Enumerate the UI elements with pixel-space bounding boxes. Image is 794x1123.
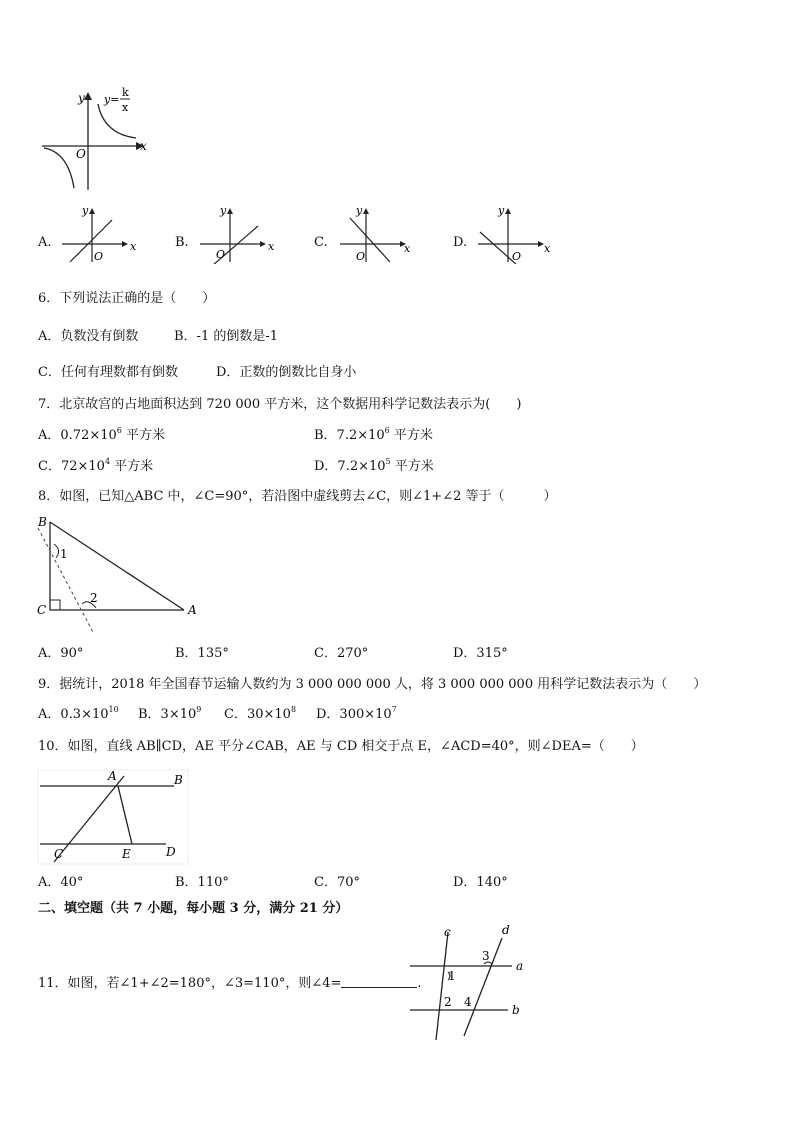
svg-text:b: b (512, 1003, 520, 1017)
svg-text:C: C (37, 603, 47, 617)
svg-text:4: 4 (464, 995, 472, 1009)
svg-text:O: O (356, 250, 366, 263)
q5-option-b-graph (198, 204, 278, 264)
q9-stem: 9．据统计，2018 年全国春节运输人数约为 3 000 000 000 人，将 3 000 000 000 用科学记数法表示为（ ） (38, 677, 707, 692)
svg-text:O: O (216, 248, 226, 261)
svg-text:E: E (122, 847, 131, 861)
formula-lhs: y= (104, 93, 120, 106)
svg-text:3: 3 (482, 949, 490, 963)
q9-option-a: A．$0.3\times 10^{10}$ (38, 705, 119, 722)
svg-text:1: 1 (60, 547, 68, 561)
svg-text:A: A (188, 603, 197, 617)
y-axis-label: y (78, 91, 85, 105)
q9-option-c: C．$30\times 10^8$ (224, 705, 297, 722)
q5-option-b-letter: B. (175, 235, 189, 250)
q6-stem: 6．下列说法正确的是（ ） (38, 291, 216, 306)
svg-text:2: 2 (444, 995, 452, 1009)
svg-text:x: x (130, 240, 137, 253)
svg-text:O: O (512, 250, 522, 263)
svg-text:y: y (498, 204, 505, 217)
q5-option-a-graph (60, 204, 140, 264)
svg-text:d: d (502, 923, 510, 937)
q7-stem: 7．北京故宫的占地面积达到 720 000 平方米，这个数据用科学记数法表示为( ) (38, 397, 522, 412)
q5-option-d-graph (476, 204, 556, 264)
q6-option-b: B．-1 的倒数是-1 (174, 329, 279, 344)
q8-stem: 8．如图，已知△ABC 中，∠C=90°，若沿图中虚线剪去∠C，则∠1+∠2 等于（ ） (38, 489, 557, 504)
svg-text:y: y (220, 204, 227, 217)
svg-text:y: y (82, 204, 89, 217)
formula-numerator: k (122, 86, 129, 99)
svg-text:c: c (444, 925, 451, 939)
svg-text:A: A (108, 769, 117, 783)
q10-option-a: A．40° (38, 875, 84, 890)
q10-option-b: B．110° (175, 875, 229, 890)
svg-text:y: y (356, 204, 363, 217)
origin-label: O (76, 147, 86, 161)
q9-option-d: D．$300\times 10^7$ (316, 705, 397, 722)
q8-option-a: A．90° (38, 646, 84, 661)
q10-option-d: D．140° (453, 875, 508, 890)
q6-option-d: D．正数的倒数比自身小 (216, 365, 357, 380)
q7-option-c: C．$72\times 10^4$ 平方米 (38, 457, 154, 474)
svg-text:1: 1 (448, 969, 456, 983)
svg-text:x: x (544, 242, 551, 255)
svg-text:a: a (516, 959, 524, 973)
q5-option-a-letter: A. (38, 235, 52, 250)
svg-text:2: 2 (90, 591, 98, 605)
q11-stem: 11．如图，若∠1+∠2=180°，∠3=110°，则∠4= . (38, 976, 422, 991)
q6-option-a: A．负数没有倒数 (38, 329, 139, 344)
q10-parallel-lines-figure (36, 764, 192, 868)
svg-text:B: B (174, 773, 183, 787)
x-axis-label: x (140, 139, 147, 153)
q11-lines-figure (404, 920, 532, 1044)
svg-text:D: D (166, 845, 176, 859)
svg-text:x: x (268, 240, 275, 253)
svg-text:x: x (404, 242, 411, 255)
q8-option-b: B．135° (175, 646, 229, 661)
q5-option-d-letter: D. (453, 235, 468, 250)
q10-stem: 10．如图，直线 AB∥CD，AE 平分∠CAB，AE 与 CD 相交于点 E，∠ACD=40°，则∠DEA=（ ） (38, 739, 644, 754)
svg-text:B: B (38, 515, 47, 529)
q6-option-c: C．任何有理数都有倒数 (38, 365, 178, 380)
svg-text:C: C (54, 847, 64, 861)
q7-option-a: A．$0.72\times 10^6$ 平方米 (38, 426, 166, 443)
q5-option-c-letter: C. (314, 235, 328, 250)
q8-option-c: C．270° (314, 646, 369, 661)
q5-hyperbola-graph (38, 86, 150, 194)
q8-option-d: D．315° (453, 646, 508, 661)
formula-denominator: x (122, 101, 129, 114)
svg-text:O: O (94, 250, 104, 263)
q9-option-b: B．$3\times 10^9$ (138, 705, 202, 722)
q10-option-c: C．70° (314, 875, 360, 890)
q8-triangle-figure (34, 512, 204, 636)
section-2-title: 二、填空题（共 7 小题，每小题 3 分，满分 21 分） (38, 901, 349, 916)
q5-option-c-graph (338, 204, 418, 264)
q7-option-d: D．$7.2\times 10^5$ 平方米 (314, 457, 434, 474)
q7-option-b: B．$7.2\times 10^6$ 平方米 (314, 426, 433, 443)
